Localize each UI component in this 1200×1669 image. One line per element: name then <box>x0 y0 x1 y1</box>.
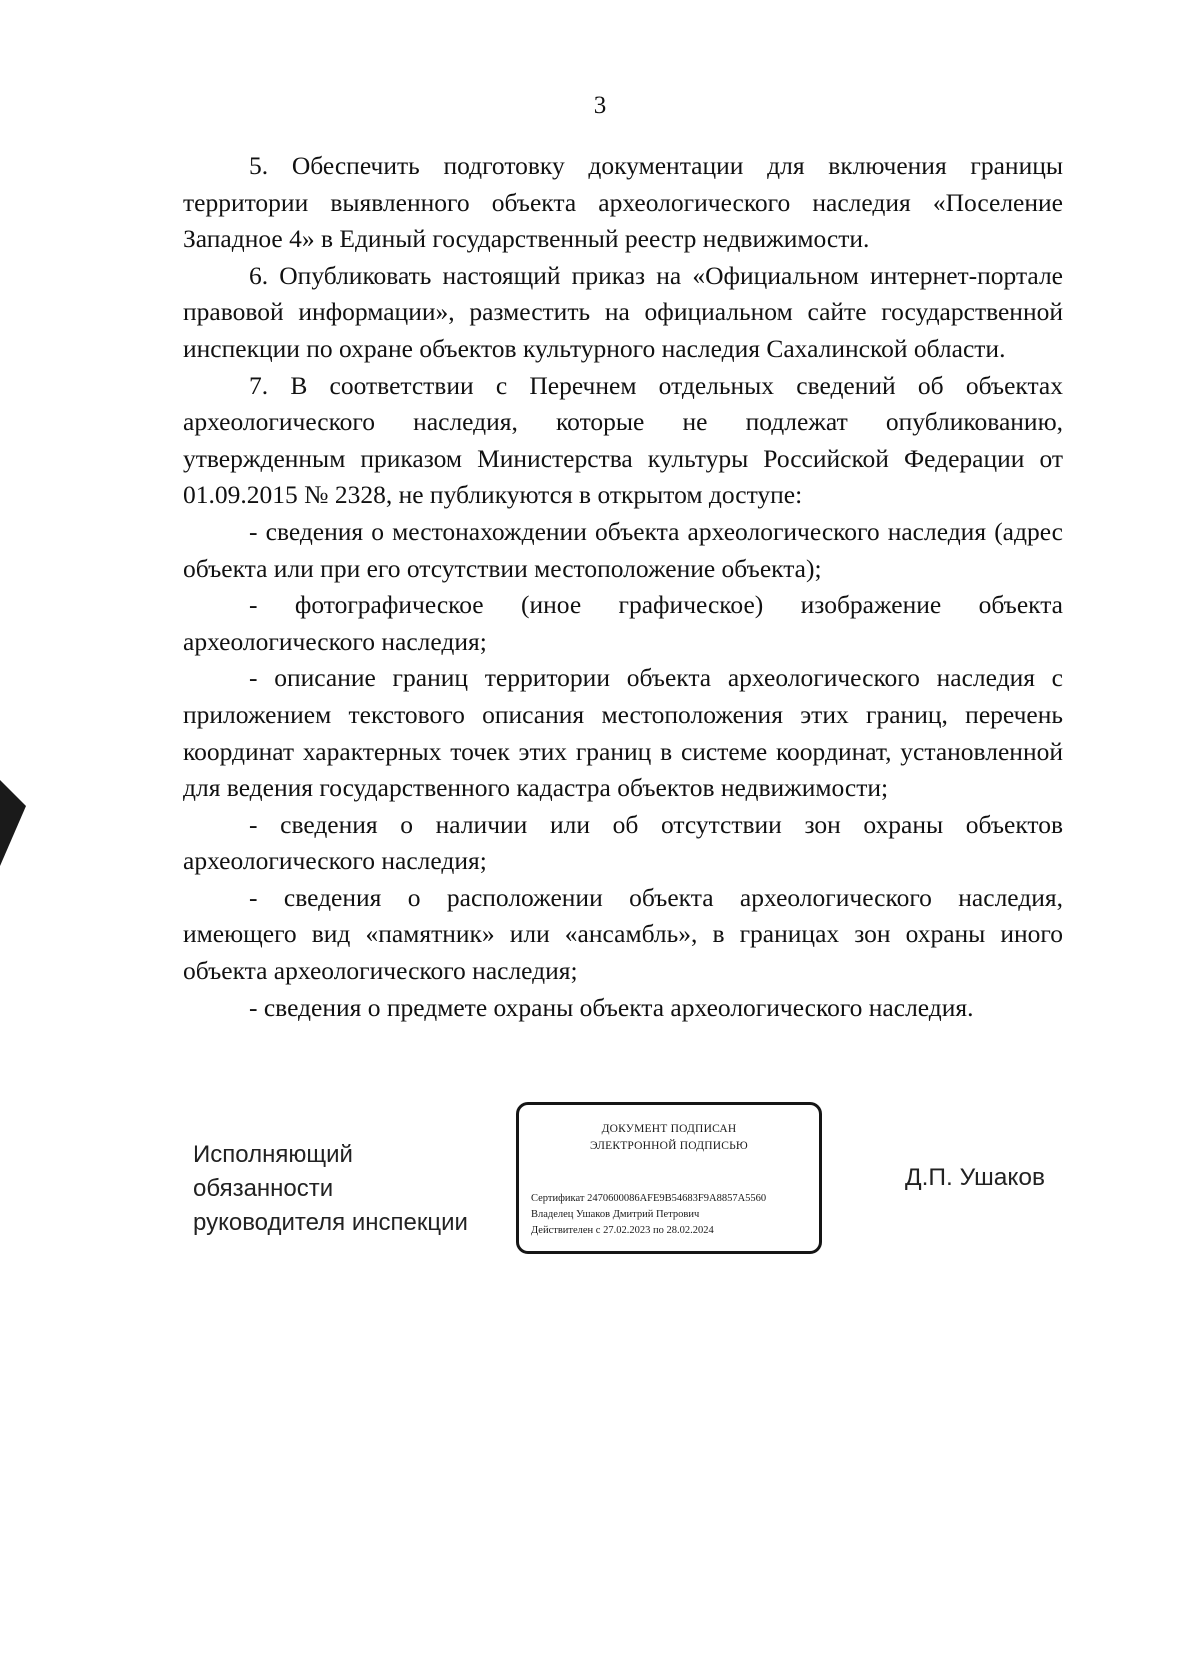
signatory-position <box>193 1138 468 1240</box>
page-number: 3 <box>593 92 607 119</box>
list-item-location: - сведения о местонахождении объекта археологического наследия (адрес объекта или при его отсутствии местоположение объекта); <box>183 516 1063 583</box>
list-item-monument-location: - сведения о расположении объекта археологического наследия, имеющего вид «памятник» или «ансамбль», в границах зон охраны иного объекта археологического наследия; <box>183 882 1063 986</box>
paragraph-5: 5. Обеспечить подготовку документации для включения границы территории выявленного объекта археологического наследия «Поселение Западное 4» в Единый государственный реестр недвижимости. <box>183 151 1063 254</box>
stamp-title-line: ДОКУМЕНТ ПОДПИСАН <box>601 1123 737 1135</box>
list-item-protection-zones: - сведения о наличии или об отсутствии зон охраны объектов археологического наследия; <box>183 809 1063 876</box>
paragraph-6: 6. Опубликовать настоящий приказ на «Официальном интернет-портале правовой информации», разместить на официальном сайте государственной инспекции по охране объектов культурного наследия Сахалинской области. <box>183 260 1063 363</box>
signatory-name: Д.П. Ушаков <box>905 1164 1046 1191</box>
stamp-validity: Действителен с 27.02.2023 по 28.02.2024 <box>531 1225 714 1236</box>
document-body <box>183 148 1063 1026</box>
stamp-details <box>531 1191 766 1239</box>
position-line: руководителя инспекции <box>193 1209 468 1236</box>
stamp-owner: Владелец Ушаков Дмитрий Петрович <box>531 1209 700 1220</box>
scan-edge-mark <box>0 780 26 866</box>
paragraph-7: 7. В соответствии с Перечнем отдельных сведений об объектах археологического наследия, которые не подлежат опубликованию, утвержденным приказом Министерства культуры Российской Федерации от 01.09.2015 № 2328, не публикуются в открытом доступе: <box>183 370 1063 510</box>
position-line: Исполняющий <box>193 1141 353 1168</box>
electronic-signature-stamp <box>516 1102 822 1254</box>
position-line: обязанности <box>193 1175 334 1202</box>
stamp-certificate: Сертификат 2470600086AFE9B54683F9A8857A5560 <box>531 1193 767 1204</box>
list-item-protection-subject: - сведения о предмете охраны объекта археологического наследия. <box>249 992 974 1022</box>
stamp-title <box>519 1121 819 1155</box>
list-item-boundaries: - описание границ территории объекта археологического наследия с приложением текстового описания местоположения этих границ, перечень координат характерных точек этих границ в системе координат, установленной для ведения государственного кадастра объектов недвижимости; <box>183 663 1063 803</box>
list-item-photo: - фотографическое (иное графическое) изображение объекта археологического наследия; <box>183 590 1063 656</box>
stamp-title-line: ЭЛЕКТРОННОЙ ПОДПИСЬЮ <box>590 1140 748 1152</box>
